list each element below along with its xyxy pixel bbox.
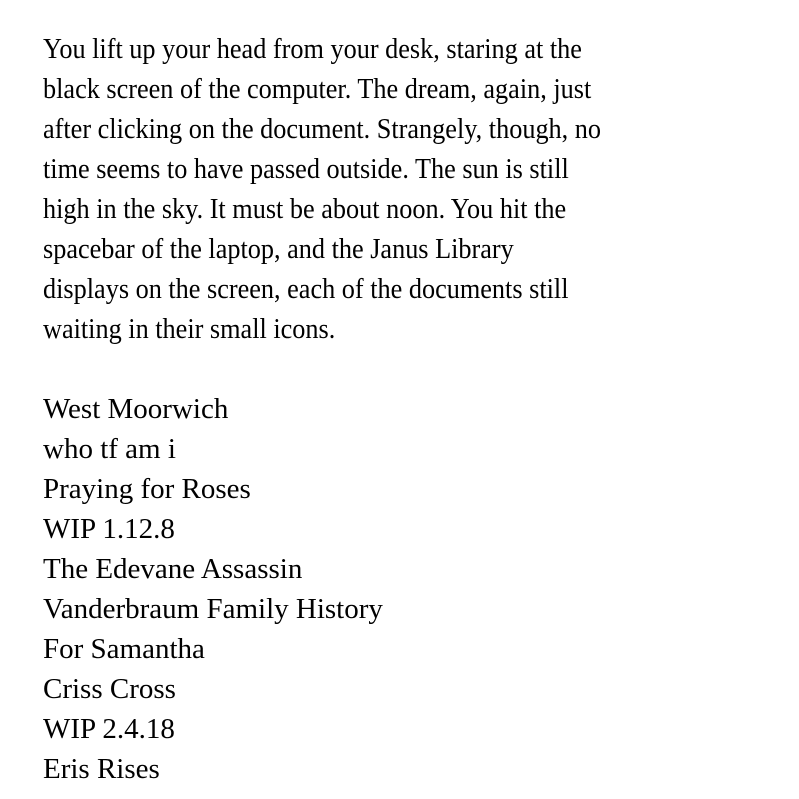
passage-line: high in the sky. It must be about noon. You hit the — [43, 193, 567, 225]
choice-eris-rises[interactable]: Eris Rises — [43, 753, 160, 785]
choice-praying-for-roses[interactable]: Praying for Roses — [43, 473, 251, 505]
passage-line: waiting in their small icons. — [43, 313, 336, 345]
passage-line: spacebar of the laptop, and the Janus Library — [43, 233, 514, 265]
story-passage — [43, 29, 731, 349]
choice-who-tf-am-i[interactable]: who tf am i — [43, 433, 176, 465]
choice-criss-cross[interactable]: Criss Cross — [43, 673, 176, 705]
passage-line: You lift up your head from your desk, staring at the — [43, 33, 582, 65]
document-choice-list — [43, 389, 383, 789]
choice-wip-1-12-8[interactable]: WIP 1.12.8 — [43, 513, 175, 545]
passage-line: displays on the screen, each of the documents still — [43, 273, 569, 305]
choice-wip-2-4-18[interactable]: WIP 2.4.18 — [43, 713, 175, 745]
choice-for-samantha[interactable]: For Samantha — [43, 633, 205, 665]
passage-line: after clicking on the document. Strangely, though, no — [43, 113, 602, 145]
choice-the-edevane-assassin[interactable]: The Edevane Assassin — [43, 553, 303, 585]
passage-line: time seems to have passed outside. The sun is still — [43, 153, 569, 185]
passage-line: black screen of the computer. The dream, again, just — [43, 73, 592, 105]
choice-vanderbraum-family-history[interactable]: Vanderbraum Family History — [43, 593, 383, 625]
choice-west-moorwich[interactable]: West Moorwich — [43, 393, 229, 425]
